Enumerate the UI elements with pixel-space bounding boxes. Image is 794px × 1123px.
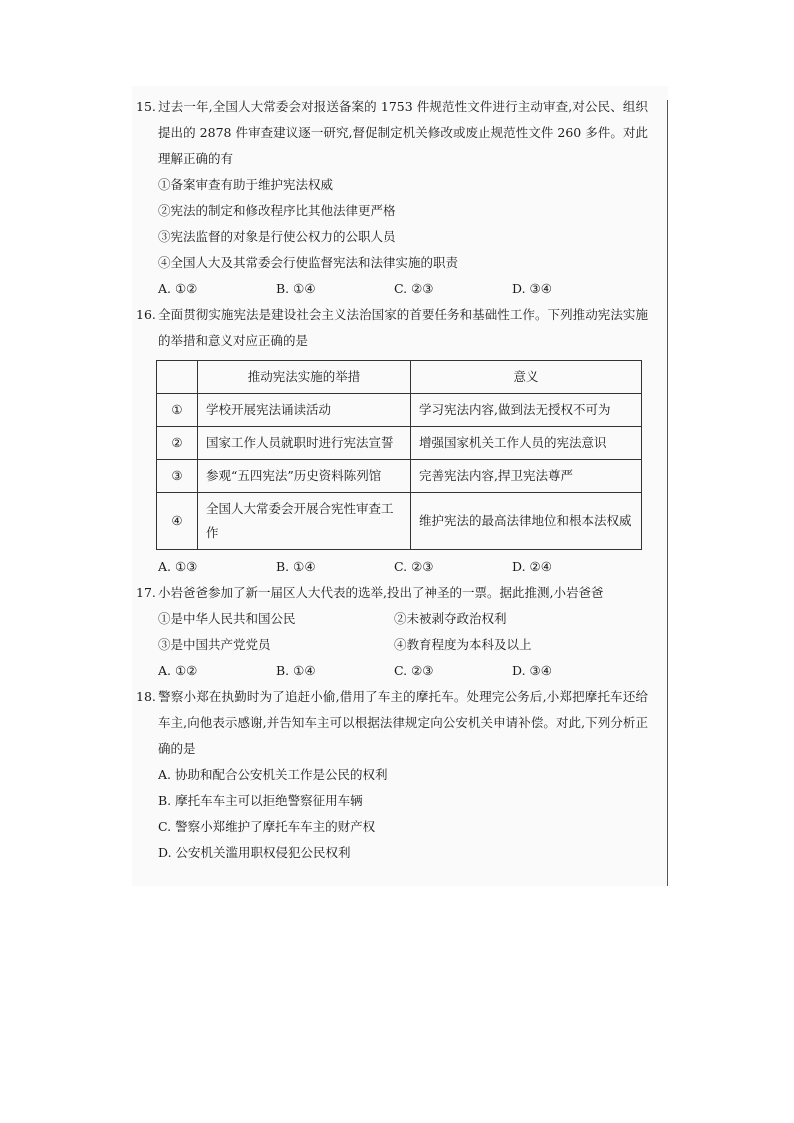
question-17-option-a[interactable]: A. ①② [158,663,198,678]
question-15-number: 15. [136,99,156,114]
question-15-option-b[interactable]: B. ①④ [276,281,316,296]
table-cell-meaning: 学习宪法内容,做到法无授权不可为 [411,394,642,427]
question-17-options [136,658,648,684]
question-18-option-d[interactable]: D. 公安机关滥用职权侵犯公民权利 [158,845,351,860]
question-15-option-d[interactable]: D. ③④ [512,281,552,296]
question-17-item-3: ③是中国共产党党员 [158,637,271,652]
table-row [157,460,642,493]
table-cell-measure: 全国人大常委会开展合宪性审查工作 [198,493,411,550]
question-15-option-a[interactable]: A. ①② [158,281,198,296]
question-18-text: 警察小郑在执勤时为了追赶小偷,借用了车主的摩托车。处理完公务后,小郑把摩托车还给车主,向他表示感谢,并告知车主可以根据法律规定向公安机关申请补偿。对此,下列分析正确的是 [158,689,648,756]
table-cell-index: ③ [157,460,198,493]
question-18 [136,684,648,866]
question-16-table [156,360,642,550]
question-15-item-1: ①备案审查有助于维护宪法权威 [158,177,334,192]
question-18-stem [136,684,648,762]
question-16 [136,302,648,580]
table-header-row [157,361,642,394]
question-17-item-1: ①是中华人民共和国公民 [158,611,296,626]
table-row [157,394,642,427]
margin-rule [667,100,668,886]
table-cell-index: ② [157,427,198,460]
question-18-number: 18. [136,689,156,704]
question-16-option-c[interactable]: C. ②③ [394,559,434,574]
question-17-stem [136,580,648,606]
table-cell-measure: 学校开展宪法诵读活动 [198,394,411,427]
table-header-measure: 推动宪法实施的举措 [198,361,411,394]
table-cell-meaning: 增强国家机关工作人员的宪法意识 [411,427,642,460]
question-17 [136,580,648,684]
question-15-stem [136,94,648,172]
question-15-options [136,276,648,302]
table-row [157,427,642,460]
question-17-option-b[interactable]: B. ①④ [276,663,316,678]
question-18-option-a[interactable]: A. 协助和配合公安机关工作是公民的权利 [158,767,388,782]
table-cell-measure: 国家工作人员就职时进行宪法宣誓 [198,427,411,460]
question-16-option-a[interactable]: A. ①③ [158,559,198,574]
table-cell-index: ① [157,394,198,427]
question-17-text: 小岩爸爸参加了新一届区人大代表的选举,投出了神圣的一票。据此推测,小岩爸爸 [158,585,604,600]
question-15-item-4: ④全国人大及其常委会行使监督宪法和法律实施的职责 [158,255,459,270]
question-16-stem [136,302,648,354]
question-17-item-4: ④教育程度为本科及以上 [394,637,532,652]
question-17-item-2: ②未被剥夺政治权利 [394,611,507,626]
question-17-items-row-1 [136,606,648,632]
table-header-index [157,361,198,394]
question-16-number: 16. [136,307,156,322]
question-15-item-2: ②宪法的制定和修改程序比其他法律更严格 [158,203,396,218]
question-16-text: 全面贯彻实施宪法是建设社会主义法治国家的首要任务和基础性工作。下列推动宪法实施的举措和意义对应正确的是 [158,307,648,348]
question-17-number: 17. [136,585,156,600]
table-row [157,493,642,550]
question-18-option-b[interactable]: B. 摩托车车主可以拒绝警察征用车辆 [158,793,363,808]
question-16-option-b[interactable]: B. ①④ [276,559,316,574]
exam-content [136,94,648,866]
question-16-options [136,554,648,580]
table-cell-measure: 参观“五四宪法”历史资料陈列馆 [198,460,411,493]
question-17-items-row-2 [136,632,648,658]
question-17-option-c[interactable]: C. ②③ [394,663,434,678]
table-cell-meaning: 完善宪法内容,捍卫宪法尊严 [411,460,642,493]
question-15-item-3: ③宪法监督的对象是行使公权力的公职人员 [158,229,396,244]
question-15-option-c[interactable]: C. ②③ [394,281,434,296]
question-16-option-d[interactable]: D. ②④ [512,559,552,574]
question-17-option-d[interactable]: D. ③④ [512,663,552,678]
question-18-option-c[interactable]: C. 警察小郑维护了摩托车车主的财产权 [158,819,376,834]
table-header-meaning: 意义 [411,361,642,394]
question-15-text: 过去一年,全国人大常委会对报送备案的 1753 件规范性文件进行主动审查,对公民、组织提出的 2878 件审查建议逐一研究,督促制定机关修改或废止规范性文件 260 多件。对此理解正确的有 [158,99,648,166]
table-cell-index: ④ [157,493,198,550]
question-15 [136,94,648,302]
table-cell-meaning: 维护宪法的最高法律地位和根本法权威 [411,493,642,550]
